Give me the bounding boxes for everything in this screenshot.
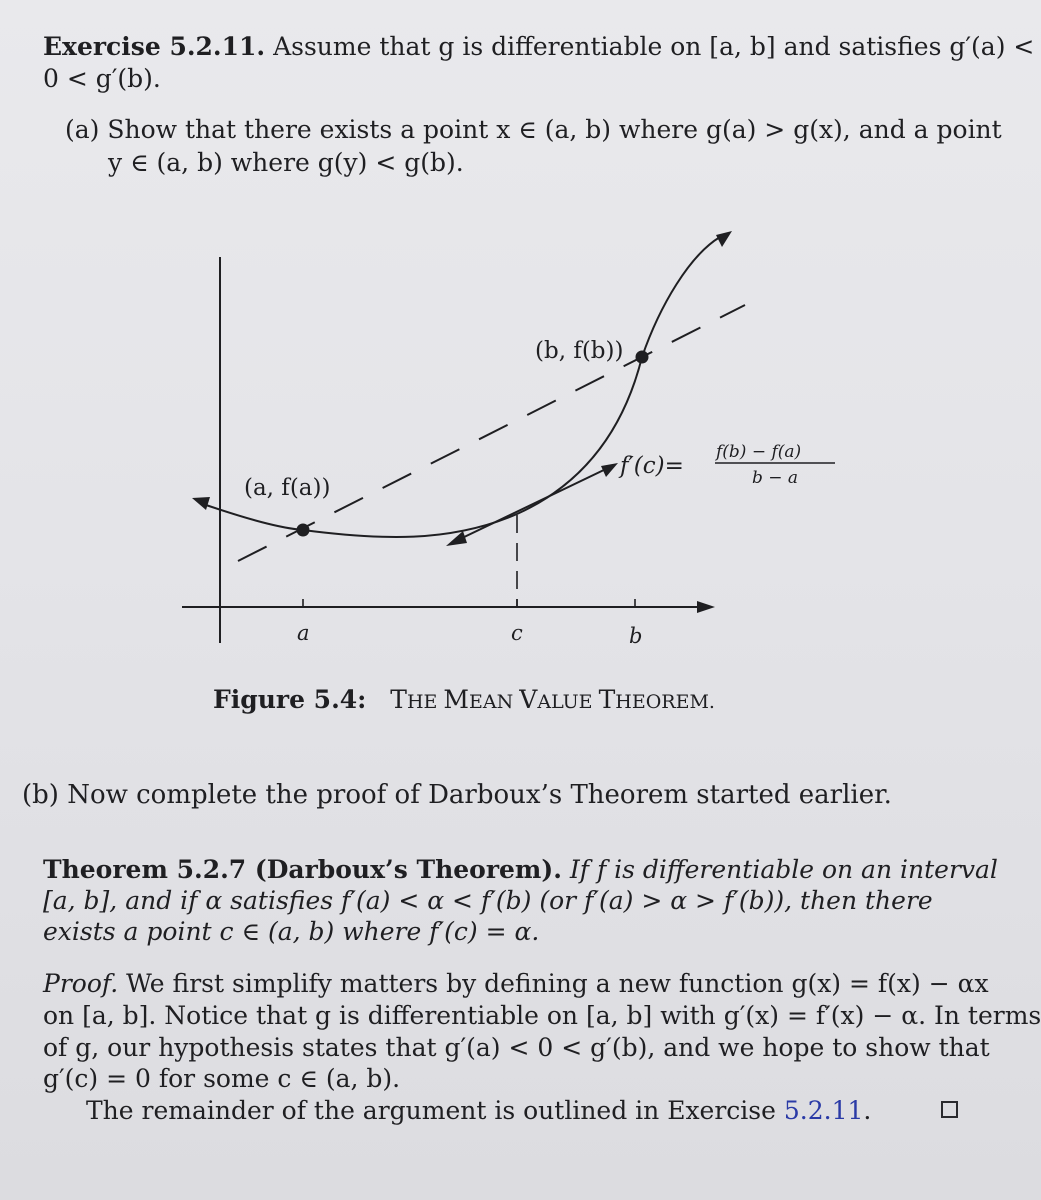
caption-label: Figure 5.4:	[213, 685, 367, 714]
exercise-heading: Exercise 5.2.11.	[43, 32, 266, 61]
theorem-line3	[43, 917, 539, 947]
part-a-line1: (a) Show that there exists a point x ∈ (a, b) where g(a) > g(x), and a point	[65, 115, 1002, 144]
curve-left-arrowhead	[192, 497, 210, 510]
proof-line5-text: The remainder of the argument is outlined in Exercise	[86, 1096, 784, 1125]
qed-box-icon	[941, 1101, 958, 1118]
tangent-right-arrowhead	[601, 463, 618, 477]
exercise-reference-link[interactable]: 5.2.11	[783, 1096, 864, 1125]
x-axis-arrowhead	[697, 601, 715, 613]
caption-title: THE MEAN VALUE THEOREM.	[390, 685, 715, 714]
tick-label-b: b	[629, 624, 643, 648]
part-b: (b) Now complete the proof of Darboux’s Theorem started earlier.	[22, 780, 892, 810]
mean-value-theorem-figure	[180, 225, 802, 665]
proof-line2: on [a, b]. Notice that g is differentiable on [a, b] with g′(x) = f′(x) − α. In terms	[43, 1001, 1041, 1030]
theorem-text-line1: If f is differentiable on an interval	[569, 855, 998, 884]
tangent-line	[460, 468, 608, 539]
point-a-fa	[297, 524, 310, 537]
figure-caption	[213, 685, 715, 714]
part-a-line2: y ∈ (a, b) where g(y) < g(b).	[108, 148, 464, 177]
proof-line3: of g, our hypothesis states that g′(a) < 0 < g′(b), and we hope to show that	[43, 1033, 990, 1062]
curve-right-arrowhead	[716, 231, 732, 247]
theorem-line2	[43, 886, 933, 916]
tick-label-c: c	[511, 621, 523, 645]
theorem-text-line3: exists a point c ∈ (a, b) where f′(c) = α.	[43, 917, 540, 946]
tick-label-a: a	[297, 621, 310, 645]
proof-line5-period: .	[863, 1096, 872, 1125]
exercise-statement-line2: 0 < g′(b).	[43, 64, 161, 93]
label-b-fb: (b, f(b))	[535, 338, 624, 364]
label-a-fa: (a, f(a))	[244, 475, 331, 501]
fraction-numerator: f(b) − f(a)	[716, 442, 802, 462]
proof-line1	[43, 969, 989, 999]
theorem-heading: Theorem 5.2.7 (Darboux’s Theorem).	[43, 855, 562, 884]
exercise-text-line1: Assume that g is differentiable on [a, b] and satisfies g′(a) <	[273, 32, 1035, 61]
proof-label: Proof.	[43, 969, 119, 998]
label-fprime-c: f′(c)=	[620, 453, 684, 479]
theorem-line1	[43, 855, 998, 885]
proof-line4: g′(c) = 0 for some c ∈ (a, b).	[43, 1064, 401, 1093]
proof-text-line1: We first simplify matters by defining a new function g(x) = f(x) − αx	[126, 969, 989, 998]
point-b-fb	[636, 351, 649, 364]
fraction-denominator: b − a	[752, 468, 799, 488]
theorem-text-line2: [a, b], and if α satisfies f′(a) < α < f′(b) (or f′(a) > α > f′(b)), then there	[43, 886, 933, 915]
exercise-statement-line1	[43, 32, 1034, 62]
proof-line5	[86, 1096, 871, 1126]
